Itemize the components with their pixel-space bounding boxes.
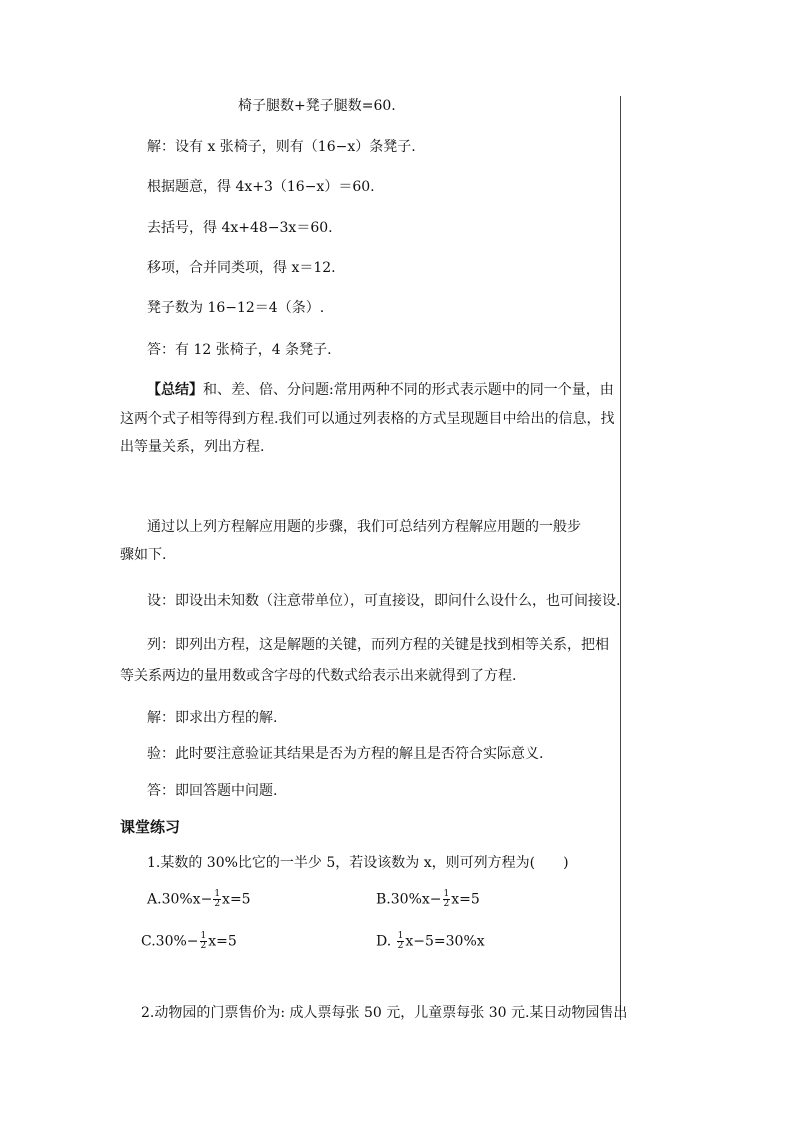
summary-line-3: 出等量关系，列出方程. [120, 439, 265, 455]
question-1: 1.某数的 30%比它的一半少 5，若设该数为 x，则可列方程为( ) [147, 855, 569, 871]
solve-line: 移项，合并同类项，得 x＝12. [147, 260, 336, 276]
summary-line-2: 这两个式子相等得到方程.我们可以通过列表格的方式呈现题目中给出的信息，找 [120, 411, 615, 427]
step-yan: 验：此时要注意验证其结果是否为方程的解且是否符合实际意义. [147, 746, 544, 762]
summary-tag: 【总结】 [147, 382, 203, 398]
stools-line: 凳子数为 16−12＝4（条）. [147, 300, 325, 316]
step-jie: 解：即求出方程的解. [147, 710, 278, 726]
equation-line: 根据题意，得 4x+3（16−x）＝60. [147, 179, 375, 195]
step-lie-1: 列：即列出方程，这是解题的关键，而列方程的关键是找到相等关系，把相 [147, 637, 609, 653]
option-b: B.30%x− $\frac{1}{2}$ x=5 [376, 889, 480, 909]
relation-line: 椅子腿数+凳子腿数=60. [238, 98, 396, 114]
fraction-half: $\frac{1}{2}$ [214, 889, 221, 909]
fraction-half: $\frac{1}{2}$ [443, 889, 450, 909]
steps-intro-1: 通过以上列方程解应用题的步骤，我们可总结列方程解应用题的一般步 [147, 519, 581, 535]
steps-intro-2: 骤如下. [120, 547, 167, 563]
step-she: 设：即设出未知数（注意带单位），可直接设，即问什么设什么，也可间接设. [147, 593, 621, 609]
table-border-right [620, 96, 621, 1020]
option-c: C.30%− $\frac{1}{2}$ x=5 [141, 931, 237, 951]
expand-line: 去括号，得 4x+48−3x＝60. [147, 220, 333, 236]
setup-line: 解：设有 x 张椅子，则有（16−x）条凳子. [147, 139, 416, 155]
option-d: D. $\frac{1}{2}$ x−5=30%x [376, 931, 485, 951]
question-2: 2.动物园的门票售价为: 成人票每张 50 元，儿童票每张 30 元.某日动物园售出 [141, 1005, 628, 1021]
fraction-half: $\frac{1}{2}$ [200, 931, 207, 951]
summary-line-1 [147, 381, 614, 399]
step-da: 答：即回答题中问题. [147, 783, 278, 799]
fraction-half: $\frac{1}{2}$ [397, 931, 404, 951]
step-lie-2: 等关系两边的量用数或含字母的代数式给表示出来就得到了方程. [120, 668, 517, 684]
practice-heading: 课堂练习 [120, 818, 181, 836]
answer-line: 答：有 12 张椅子，4 条凳子. [147, 342, 332, 358]
option-a: A.30%x− $\frac{1}{2}$ x=5 [147, 889, 251, 909]
summary-text-1: 和、差、倍、分问题:常用两种不同的形式表示题中的同一个量，由 [203, 382, 614, 398]
